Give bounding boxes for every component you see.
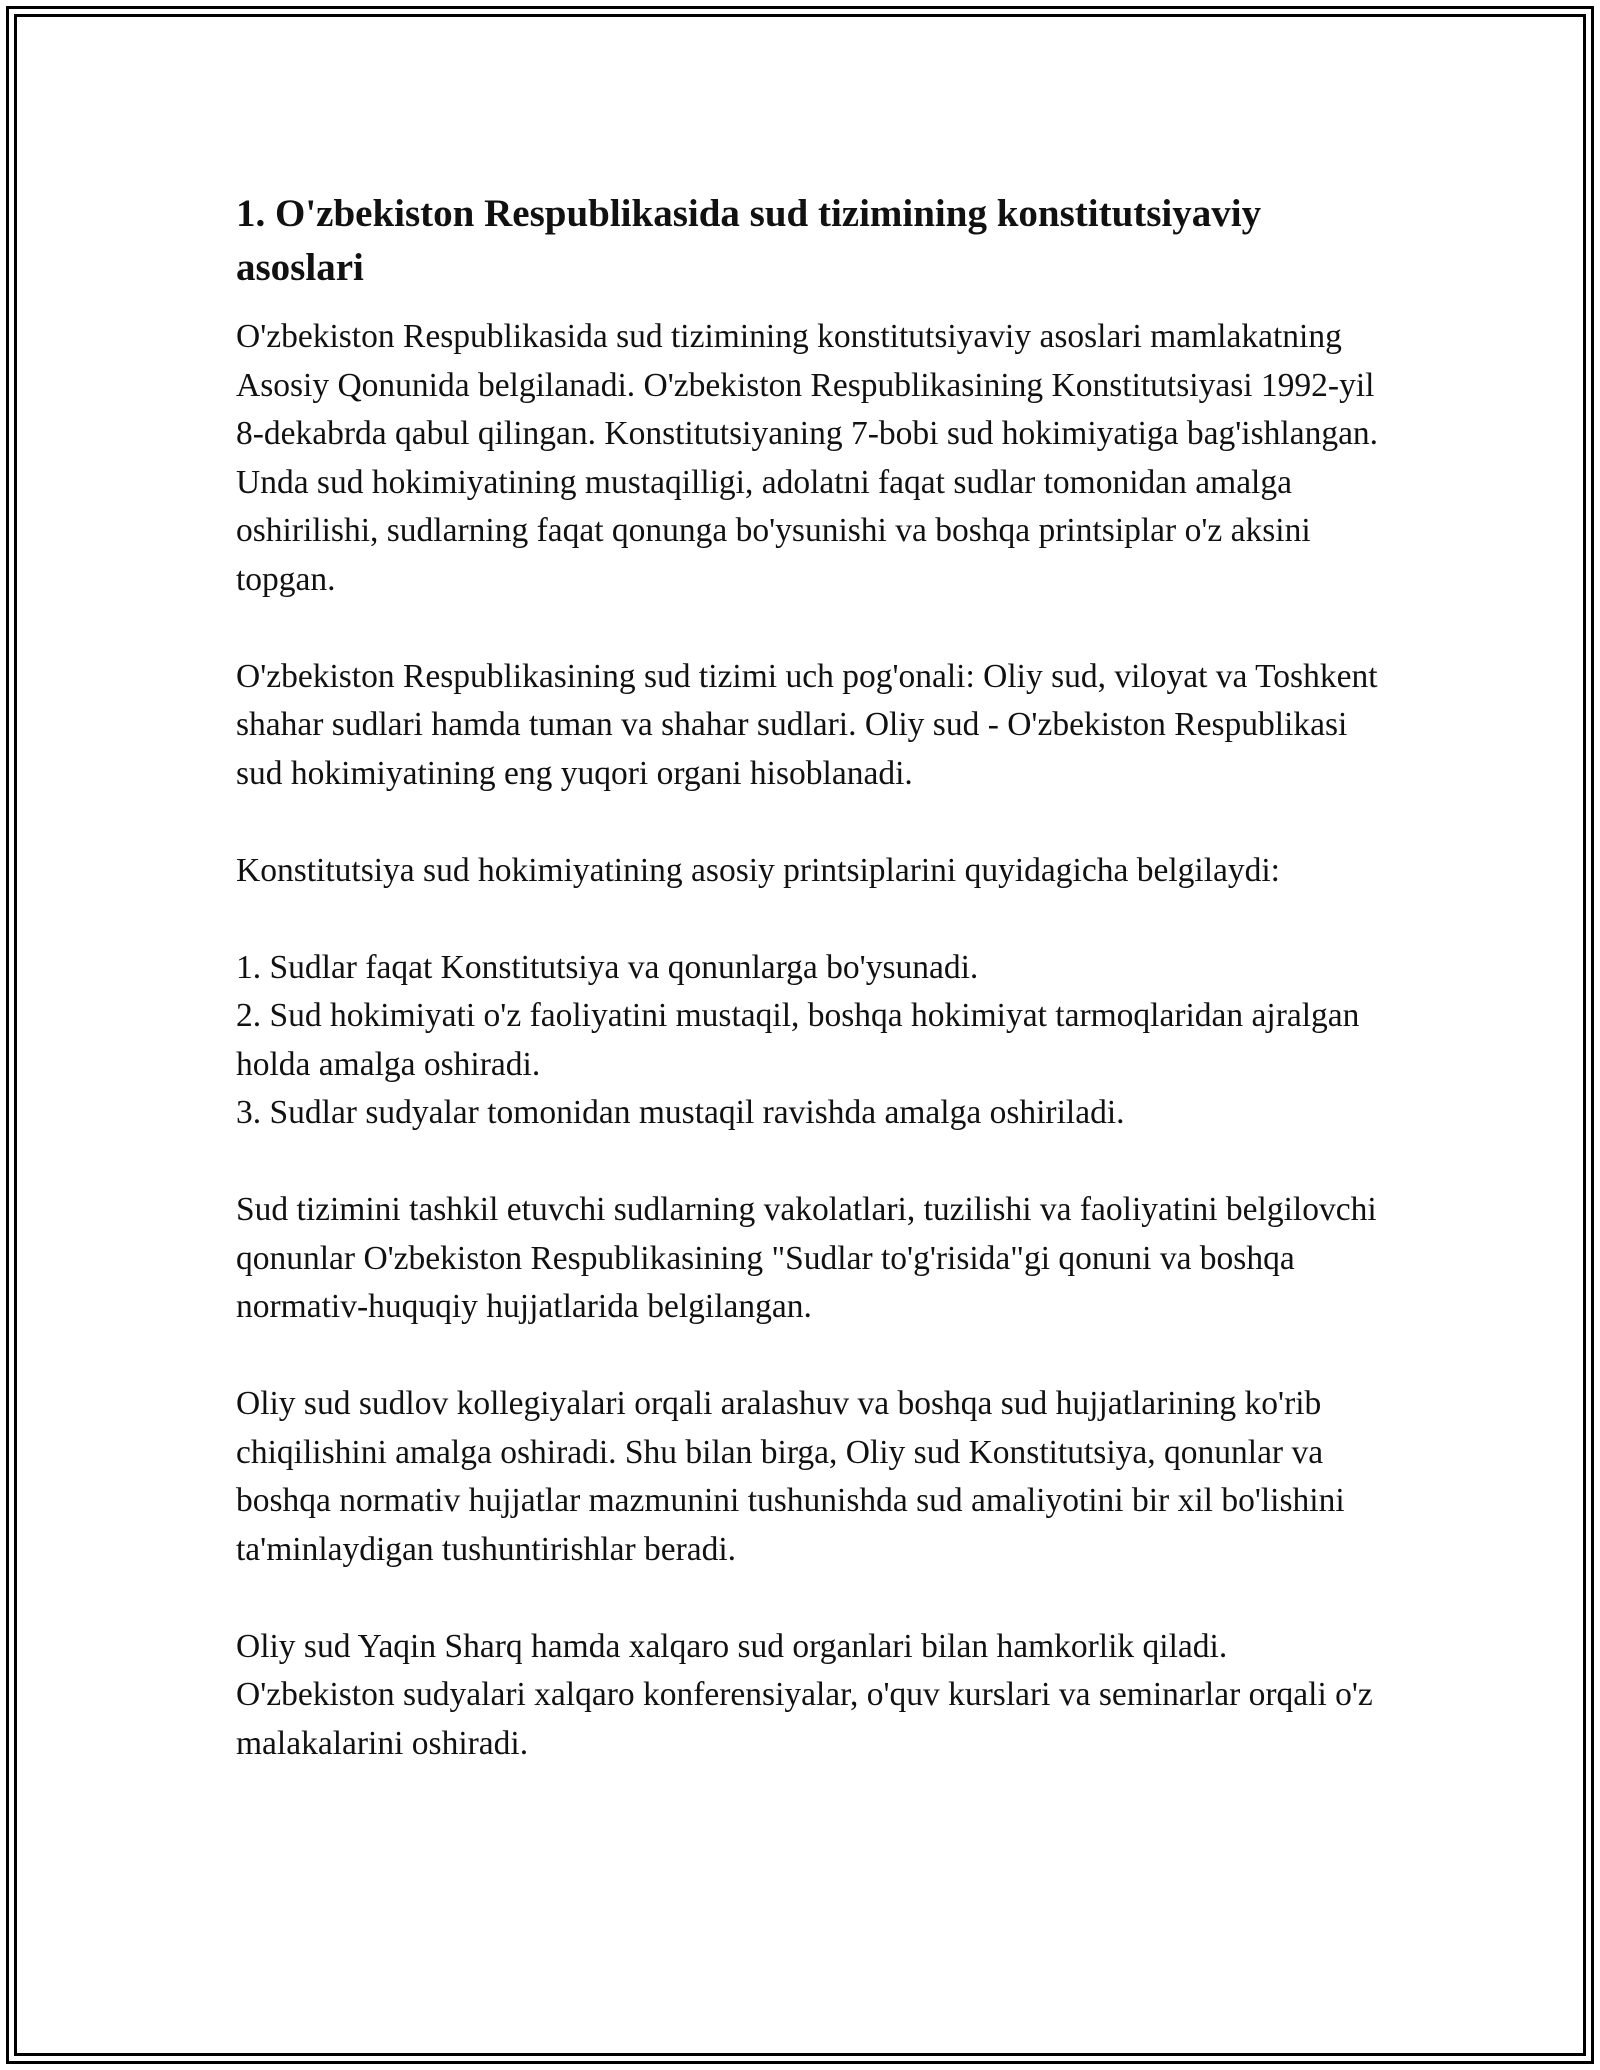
paragraph-laws: Sud tizimini tashkil etuvchi sudlarning vakolatlari, tuzilishi va faoliyatini belgilovchi qonunlar O'zbekiston Respublikasining "Sudlar to'g'risida"gi qonuni va boshqa normativ-huquqiy hujjatlarida belgilangan.	[236, 1191, 1377, 1325]
principles-list	[236, 944, 1386, 1138]
paragraph-supreme-court-role: Oliy sud sudlov kollegiyalari orqali aralashuv va boshqa sud hujjatlarining ko'rib chiqilishini amalga oshiradi. Shu bilan birga, Oliy sud Konstitutsiya, qonunlar va boshqa normativ hujjatlar mazmunini tushunishda sud amaliyotini bir xil bo'lishini ta'minlaydigan tushuntirishlar beradi.	[236, 1385, 1345, 1568]
list-item: 3. Sudlar sudyalar tomonidan mustaqil ravishda amalga oshiriladi.	[236, 1094, 1125, 1131]
paragraph-international-cooperation: Oliy sud Yaqin Sharq hamda xalqaro sud organlari bilan hamkorlik qiladi. O'zbekiston sudyalari xalqaro konferensiyalar, o'quv kurslari va seminarlar orqali o'z malakalarini oshiradi.	[236, 1627, 1373, 1762]
paragraph-principles-intro: Konstitutsiya sud hokimiyatining asosiy printsiplarini quyidagicha belgilaydi:	[236, 851, 1280, 889]
paragraph-constitution-basis: O'zbekiston Respublikasida sud tizimining konstitutsiyaviy asoslari mamlakatning Asosiy Qonunida belgilanadi. O'zbekiston Respublikasining Konstitutsiyasi 1992-yil 8-dekabrda qabul qilingan. Konstitutsiyaning 7-bobi sud hokimiyatiga bag'ishlangan. Unda sud hokimiyatining mustaqilligi, adolatni faqat sudlar tomonidan amalga oshirilishi, sudlarning faqat qonunga bo'ysunishi va boshqa printsiplar o'z aksini topgan.	[236, 318, 1379, 598]
list-item: 1. Sudlar faqat Konstitutsiya va qonunlarga bo'ysunadi.	[236, 948, 979, 986]
document-body	[236, 187, 1386, 1817]
section-title: 1. O'zbekiston Respublikasida sud tizimining konstitutsiyaviy asoslari	[236, 192, 1262, 289]
paragraph-court-tiers: O'zbekiston Respublikasining sud tizimi uch pog'onali: Oliy sud, viloyat va Toshkent shahar sudlari hamda tuman va shahar sudlari. Oliy sud - O'zbekiston Respublikasi sud hokimiyatining eng yuqori organi hisoblanadi.	[236, 657, 1378, 792]
list-item: 2. Sud hokimiyati o'z faoliyatini mustaqil, boshqa hokimiyat tarmoqlaridan ajralgan holda amalga oshiradi.	[236, 997, 1360, 1083]
